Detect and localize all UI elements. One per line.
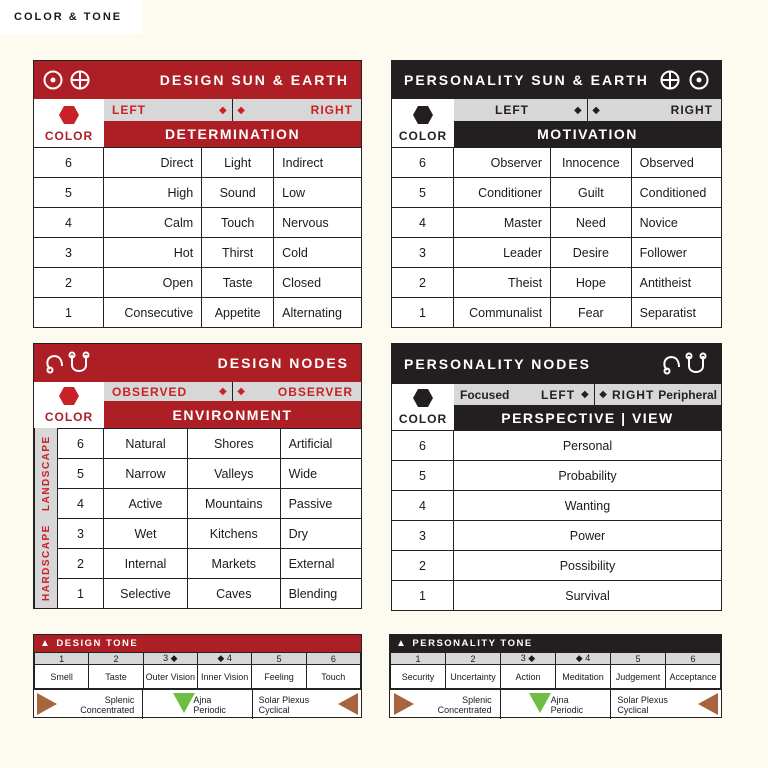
landscape-label: LANDSCAPE bbox=[34, 428, 58, 518]
row-number: 2 bbox=[392, 551, 454, 581]
splenic-cell bbox=[34, 690, 143, 719]
middle-value: Desire bbox=[551, 238, 632, 268]
middle-value: Caves bbox=[187, 579, 280, 609]
tone-number: 2 bbox=[446, 653, 501, 665]
middle-value: Guilt bbox=[551, 178, 632, 208]
left-value: Internal bbox=[104, 549, 188, 579]
solar-cell bbox=[253, 690, 361, 719]
left-value: Narrow bbox=[104, 459, 188, 489]
right-value: Closed bbox=[274, 268, 362, 298]
perspective-value: Possibility bbox=[454, 551, 722, 581]
right-value: Blending bbox=[280, 579, 361, 609]
row-number: 2 bbox=[58, 549, 104, 579]
perspective-value: Probability bbox=[454, 461, 722, 491]
middle-value: Hope bbox=[551, 268, 632, 298]
left-value: High bbox=[104, 178, 202, 208]
table-row bbox=[58, 429, 362, 459]
row-number: 4 bbox=[392, 491, 454, 521]
middle-value: Appetite bbox=[202, 298, 274, 328]
row-number: 5 bbox=[392, 461, 454, 491]
table-row bbox=[34, 208, 362, 238]
row-number: 4 bbox=[392, 208, 454, 238]
card-title: PERSONALITY TONE bbox=[412, 638, 533, 649]
row-number: 1 bbox=[34, 298, 104, 328]
arrow-left-icon: ◆ bbox=[574, 104, 583, 116]
sun-earth-icon bbox=[42, 69, 96, 91]
triangle-down-icon bbox=[529, 693, 551, 713]
table-row bbox=[392, 298, 722, 328]
left-value: Hot bbox=[104, 238, 202, 268]
nodes-icon bbox=[661, 352, 711, 376]
table-row bbox=[392, 581, 722, 611]
right-value: Alternating bbox=[274, 298, 362, 328]
triangle-icon: ▲ bbox=[40, 638, 52, 649]
table-row bbox=[392, 208, 722, 238]
tone-word: Uncertainty bbox=[446, 665, 501, 689]
table-row bbox=[58, 489, 362, 519]
ajna-label: Ajna bbox=[193, 694, 212, 705]
color-label: COLOR bbox=[398, 412, 448, 426]
right-value: Antitheist bbox=[631, 268, 721, 298]
tone-number: 1 bbox=[35, 653, 89, 665]
right-label: RIGHT bbox=[310, 103, 353, 117]
left-value: Theist bbox=[454, 268, 551, 298]
table-row bbox=[34, 238, 362, 268]
tone-number: 3 ◆ bbox=[143, 653, 197, 665]
middle-value: Light bbox=[202, 148, 274, 178]
left-value: Calm bbox=[104, 208, 202, 238]
card-title: DESIGN SUN & EARTH bbox=[159, 72, 349, 88]
tone-number: 1 bbox=[391, 653, 446, 665]
row-number: 1 bbox=[58, 579, 104, 609]
tone-word: Inner Vision bbox=[197, 665, 251, 689]
table-row bbox=[58, 579, 362, 609]
table-row bbox=[392, 238, 722, 268]
personality-tone-header bbox=[390, 635, 721, 652]
left-right-bar bbox=[454, 99, 721, 121]
arrow-right-icon: ◆ bbox=[237, 386, 246, 397]
row-number: 2 bbox=[34, 268, 104, 298]
row-number: 5 bbox=[58, 459, 104, 489]
design-sun-earth-card bbox=[33, 60, 362, 327]
color-label: COLOR bbox=[44, 410, 94, 424]
table-row bbox=[392, 148, 722, 178]
right-value: Artificial bbox=[280, 429, 361, 459]
left-label: LEFT bbox=[112, 103, 146, 117]
row-number: 3 bbox=[392, 238, 454, 268]
row-number: 3 bbox=[34, 238, 104, 268]
card-title: DESIGN TONE bbox=[56, 638, 139, 649]
middle-value: Taste bbox=[202, 268, 274, 298]
row-number: 3 bbox=[392, 521, 454, 551]
left-right-bar bbox=[104, 99, 361, 121]
left-value: Master bbox=[454, 208, 551, 238]
right-label: RIGHT bbox=[611, 387, 655, 402]
left-value: Natural bbox=[104, 429, 188, 459]
color-cell bbox=[34, 99, 104, 147]
left-label: LEFT bbox=[495, 103, 530, 117]
hexagon-icon bbox=[59, 387, 79, 405]
focused-label: Focused bbox=[460, 387, 510, 402]
card-title: PERSONALITY SUN & EARTH bbox=[404, 72, 649, 88]
nodes-icon bbox=[44, 351, 94, 375]
row-number: 4 bbox=[58, 489, 104, 519]
color-cell bbox=[392, 99, 454, 147]
row-number: 6 bbox=[58, 429, 104, 459]
table-row bbox=[58, 549, 362, 579]
middle-value: Mountains bbox=[187, 489, 280, 519]
tone-number: 5 bbox=[611, 653, 666, 665]
triangle-icon: ▲ bbox=[396, 638, 408, 649]
right-label: RIGHT bbox=[670, 103, 713, 117]
tone-number: 6 bbox=[306, 653, 360, 665]
left-value: Direct bbox=[104, 148, 202, 178]
middle-value: Innocence bbox=[551, 148, 632, 178]
tone-word: Taste bbox=[89, 665, 143, 689]
cyclical-label: Cyclical bbox=[617, 704, 649, 715]
perspective-value: Personal bbox=[454, 431, 722, 461]
band-label: DETERMINATION bbox=[104, 121, 361, 147]
ajna-cell bbox=[143, 690, 252, 719]
row-number: 1 bbox=[392, 581, 454, 611]
right-value: External bbox=[280, 549, 361, 579]
table-row bbox=[58, 519, 362, 549]
triangle-left-icon bbox=[698, 693, 718, 715]
tone-word: Touch bbox=[306, 665, 360, 689]
row-number: 5 bbox=[34, 178, 104, 208]
ajna-cell bbox=[501, 690, 612, 719]
tone-word: Smell bbox=[35, 665, 89, 689]
row-number: 6 bbox=[392, 148, 454, 178]
middle-value: Fear bbox=[551, 298, 632, 328]
right-value: Observed bbox=[631, 148, 721, 178]
right-value: Passive bbox=[280, 489, 361, 519]
periodic-label: Periodic bbox=[550, 704, 584, 715]
peripheral-label: Peripheral bbox=[658, 387, 717, 402]
personality-sun-header bbox=[392, 61, 721, 99]
earth-sun-icon bbox=[659, 69, 713, 91]
table-row bbox=[392, 551, 722, 581]
tone-word: Judgement bbox=[611, 665, 666, 689]
left-value: Conditioner bbox=[454, 178, 551, 208]
left-value: Communalist bbox=[454, 298, 551, 328]
perspective-value: Survival bbox=[454, 581, 722, 611]
table-row bbox=[58, 459, 362, 489]
right-value: Cold bbox=[274, 238, 362, 268]
periodic-label: Periodic bbox=[193, 704, 226, 715]
arrow-left-icon: ◆ bbox=[219, 386, 228, 397]
hardscape-label: HARDSCAPE bbox=[34, 518, 58, 608]
color-cell bbox=[34, 382, 104, 428]
splenic-label: Splenic bbox=[462, 694, 492, 705]
values-table bbox=[391, 147, 722, 328]
left-value: Observer bbox=[454, 148, 551, 178]
tone-number: 3 ◆ bbox=[501, 653, 556, 665]
row-number: 6 bbox=[392, 431, 454, 461]
tone-number: 5 bbox=[252, 653, 306, 665]
right-value: Low bbox=[274, 178, 362, 208]
middle-value: Touch bbox=[202, 208, 274, 238]
table-row bbox=[392, 521, 722, 551]
hexagon-icon bbox=[413, 389, 433, 407]
right-value: Wide bbox=[280, 459, 361, 489]
left-value: Consecutive bbox=[104, 298, 202, 328]
solar-label: Solar Plexus bbox=[258, 694, 310, 705]
middle-value: Valleys bbox=[187, 459, 280, 489]
right-value: Novice bbox=[631, 208, 721, 238]
table-row bbox=[392, 461, 722, 491]
tone-word: Security bbox=[391, 665, 446, 689]
tone-word: Feeling bbox=[252, 665, 306, 689]
table-row bbox=[392, 268, 722, 298]
values-table bbox=[391, 430, 722, 611]
triangle-right-icon bbox=[394, 693, 414, 715]
card-title: DESIGN NODES bbox=[217, 355, 349, 371]
table-row bbox=[392, 178, 722, 208]
right-value: Separatist bbox=[631, 298, 721, 328]
table-row bbox=[34, 268, 362, 298]
design-sun-header bbox=[34, 61, 361, 99]
arrow-left-icon: ◆ bbox=[219, 104, 228, 116]
left-value: Leader bbox=[454, 238, 551, 268]
hexagon-icon bbox=[59, 106, 79, 124]
middle-value: Markets bbox=[187, 549, 280, 579]
left-value: Active bbox=[104, 489, 188, 519]
arrow-left-icon: ◆ bbox=[581, 389, 590, 400]
splenic-label: Splenic bbox=[104, 694, 135, 705]
table-row bbox=[392, 491, 722, 521]
right-value: Indirect bbox=[274, 148, 362, 178]
left-right-bar bbox=[104, 382, 361, 401]
design-tone-card bbox=[33, 634, 362, 718]
arrow-right-icon: ◆ bbox=[599, 389, 608, 400]
color-cell bbox=[392, 384, 454, 430]
right-value: Dry bbox=[280, 519, 361, 549]
left-label: OBSERVED bbox=[112, 384, 188, 399]
band-label: MOTIVATION bbox=[454, 121, 721, 147]
table-row bbox=[34, 148, 362, 178]
perspective-value: Power bbox=[454, 521, 722, 551]
row-number: 1 bbox=[392, 298, 454, 328]
row-number: 2 bbox=[392, 268, 454, 298]
table-row bbox=[34, 298, 362, 328]
tone-number: ◆ 4 bbox=[197, 653, 251, 665]
color-label: COLOR bbox=[44, 129, 94, 143]
left-right-bar bbox=[454, 384, 721, 405]
card-title: PERSONALITY NODES bbox=[404, 356, 591, 372]
row-number: 3 bbox=[58, 519, 104, 549]
color-label: COLOR bbox=[398, 129, 448, 143]
personality-sun-earth-card bbox=[391, 60, 722, 326]
tone-number: 6 bbox=[666, 653, 721, 665]
tone-word: Outer Vision bbox=[143, 665, 197, 689]
right-value: Follower bbox=[631, 238, 721, 268]
triangle-down-icon bbox=[173, 693, 195, 713]
design-nodes-card bbox=[33, 343, 362, 609]
right-value: Nervous bbox=[274, 208, 362, 238]
solar-cell bbox=[611, 690, 721, 719]
concentrated-label: Concentrated bbox=[80, 704, 135, 715]
tone-number: ◆ 4 bbox=[556, 653, 611, 665]
right-value: Conditioned bbox=[631, 178, 721, 208]
page-title: COLOR & TONE bbox=[0, 0, 142, 34]
tone-number: 2 bbox=[89, 653, 143, 665]
hexagon-icon bbox=[413, 106, 433, 124]
tone-word: Acceptance bbox=[666, 665, 721, 689]
perspective-value: Wanting bbox=[454, 491, 722, 521]
cyclical-label: Cyclical bbox=[258, 704, 290, 715]
left-value: Wet bbox=[104, 519, 188, 549]
middle-value: Thirst bbox=[202, 238, 274, 268]
left-value: Selective bbox=[104, 579, 188, 609]
band-label: PERSPECTIVE | VIEW bbox=[454, 405, 721, 430]
tone-word: Meditation bbox=[556, 665, 611, 689]
arrow-right-icon: ◆ bbox=[237, 104, 246, 116]
row-number: 4 bbox=[34, 208, 104, 238]
left-label: LEFT bbox=[541, 387, 576, 402]
solar-label: Solar Plexus bbox=[617, 694, 668, 705]
design-tone-header bbox=[34, 635, 361, 652]
personality-nodes-header bbox=[392, 344, 721, 384]
table-row bbox=[392, 431, 722, 461]
personality-nodes-card bbox=[391, 343, 722, 609]
tone-word: Action bbox=[501, 665, 556, 689]
ajna-label: Ajna bbox=[550, 694, 569, 705]
personality-tone-card bbox=[389, 634, 722, 718]
middle-value: Kitchens bbox=[187, 519, 280, 549]
right-label: OBSERVER bbox=[277, 384, 353, 399]
concentrated-label: Concentrated bbox=[437, 704, 492, 715]
row-number: 6 bbox=[34, 148, 104, 178]
row-number: 5 bbox=[392, 178, 454, 208]
arrow-right-icon: ◆ bbox=[592, 104, 601, 116]
values-table bbox=[57, 428, 362, 609]
splenic-cell bbox=[390, 690, 501, 719]
table-row bbox=[34, 178, 362, 208]
band-label: ENVIRONMENT bbox=[104, 401, 361, 428]
middle-value: Need bbox=[551, 208, 632, 238]
triangle-left-icon bbox=[338, 693, 358, 715]
middle-value: Shores bbox=[187, 429, 280, 459]
design-nodes-header bbox=[34, 344, 361, 382]
triangle-right-icon bbox=[37, 693, 57, 715]
values-table bbox=[33, 147, 362, 328]
left-value: Open bbox=[104, 268, 202, 298]
middle-value: Sound bbox=[202, 178, 274, 208]
